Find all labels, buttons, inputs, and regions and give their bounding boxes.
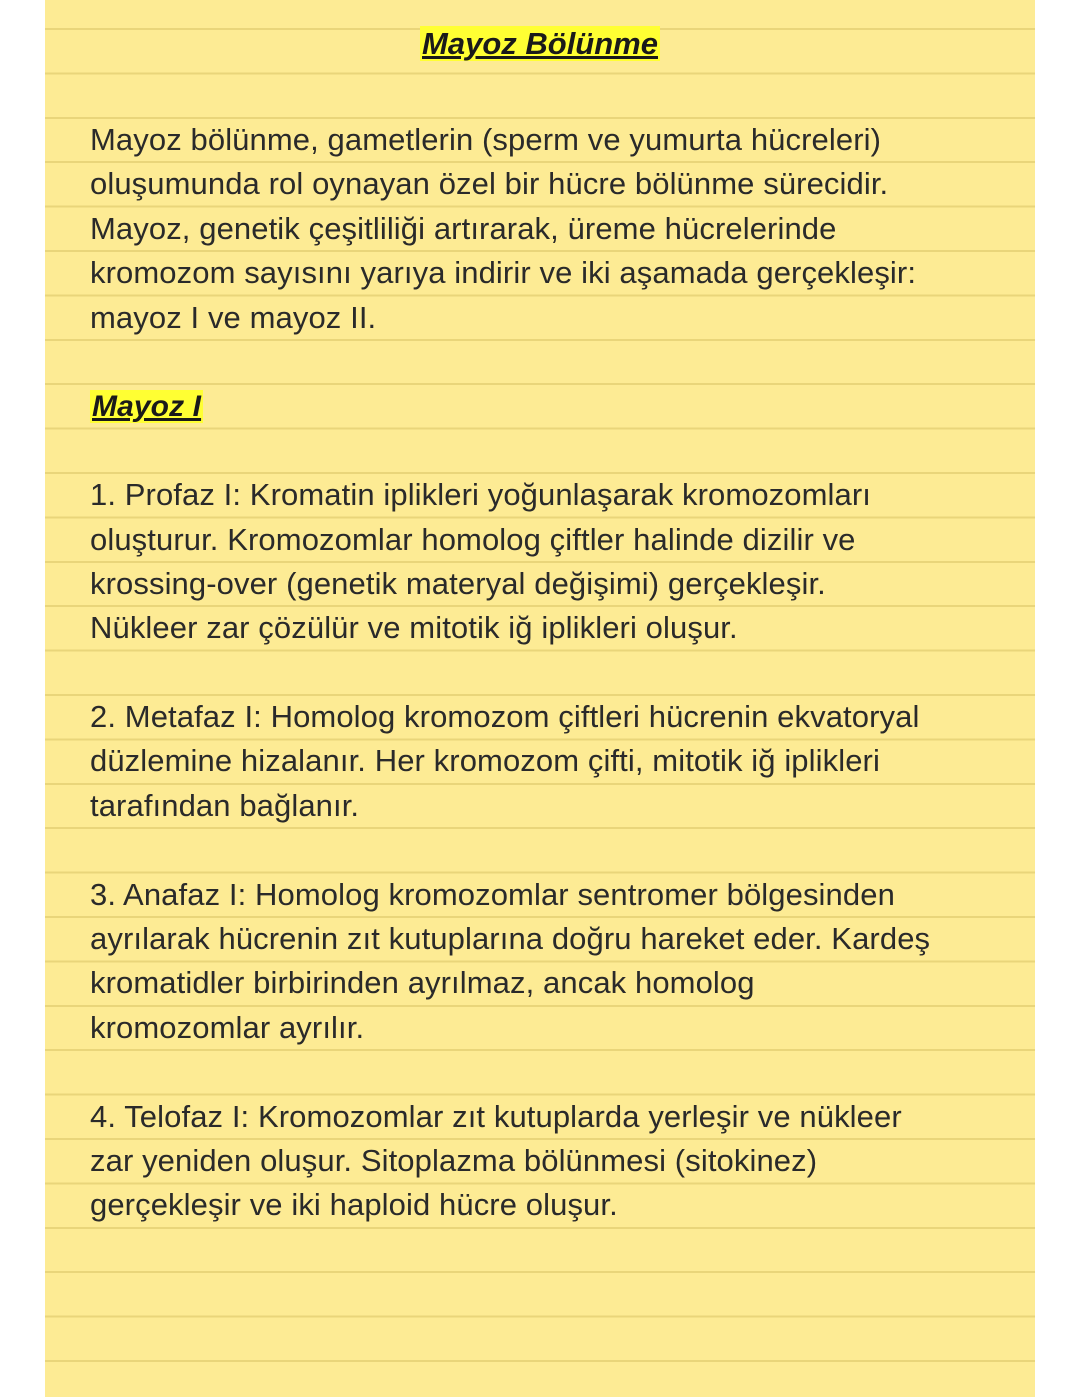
phase-line: tarafından bağlanır. xyxy=(90,787,360,823)
phase-line: ayrılarak hücrenin zıt kutuplarına doğru hareket eder. Kardeş xyxy=(90,921,931,957)
intro-line: Mayoz bölünme, gametlerin (sperm ve yumurta hücreleri) xyxy=(90,122,882,157)
notebook-page xyxy=(45,0,1035,1397)
spacer xyxy=(90,1050,990,1094)
section-heading-row xyxy=(90,384,990,428)
phase-telofaz xyxy=(90,1095,990,1228)
phase-line: kromatidler birbirinden ayrılmaz, ancak homolog xyxy=(90,965,755,1001)
spacer xyxy=(90,429,990,473)
phase-line: 3. Anafaz I: Homolog kromozomlar sentromer bölgesinden xyxy=(90,876,895,912)
intro-line: oluşumunda rol oynayan özel bir hücre bölünme sürecidir. xyxy=(90,166,889,202)
intro-paragraph xyxy=(90,118,990,340)
intro-line: kromozom sayısını yarıya indirir ve iki aşamada gerçekleşir: xyxy=(90,255,917,291)
phase-line: zar yeniden oluşur. Sitoplazma bölünmesi (sitokinez) xyxy=(90,1142,818,1178)
phase-line: gerçekleşir ve iki haploid hücre oluşur. xyxy=(90,1187,618,1223)
phase-line: oluşturur. Kromozomlar homolog çiftler halinde dizilir ve xyxy=(90,521,856,557)
spacer xyxy=(90,651,990,695)
phase-anafaz xyxy=(90,873,990,1051)
title-row xyxy=(90,0,990,62)
spacer xyxy=(90,828,990,872)
phase-line: düzlemine hizalanır. Her kromozom çifti, mitotik iğ iplikleri xyxy=(90,743,880,779)
phase-profaz xyxy=(90,473,990,651)
phase-metafaz xyxy=(90,695,990,828)
phase-line: 2. Metafaz I: Homolog kromozom çiftleri hücrenin ekvatoryal xyxy=(90,699,920,735)
intro-line: mayoz I ve mayoz II. xyxy=(90,299,377,335)
spacer xyxy=(90,340,990,384)
phase-line: kromozomlar ayrılır. xyxy=(90,1009,365,1045)
spacer xyxy=(90,62,990,118)
page-content xyxy=(90,0,990,1228)
page-title: Mayoz Bölünme xyxy=(422,26,658,61)
phase-line: krossing-over (genetik materyal değişimi) gerçekleşir. xyxy=(90,565,826,601)
section-heading: Mayoz I xyxy=(92,390,202,424)
phase-line: 4. Telofaz I: Kromozomlar zıt kutuplarda yerleşir ve nükleer xyxy=(90,1098,902,1134)
phase-line: 1. Profaz I: Kromatin iplikleri yoğunlaşarak kromozomları xyxy=(90,477,871,513)
phase-line: Nükleer zar çözülür ve mitotik iğ iplikleri oluşur. xyxy=(90,610,738,646)
intro-line: Mayoz, genetik çeşitliliği artırarak, üreme hücrelerinde xyxy=(90,210,837,246)
